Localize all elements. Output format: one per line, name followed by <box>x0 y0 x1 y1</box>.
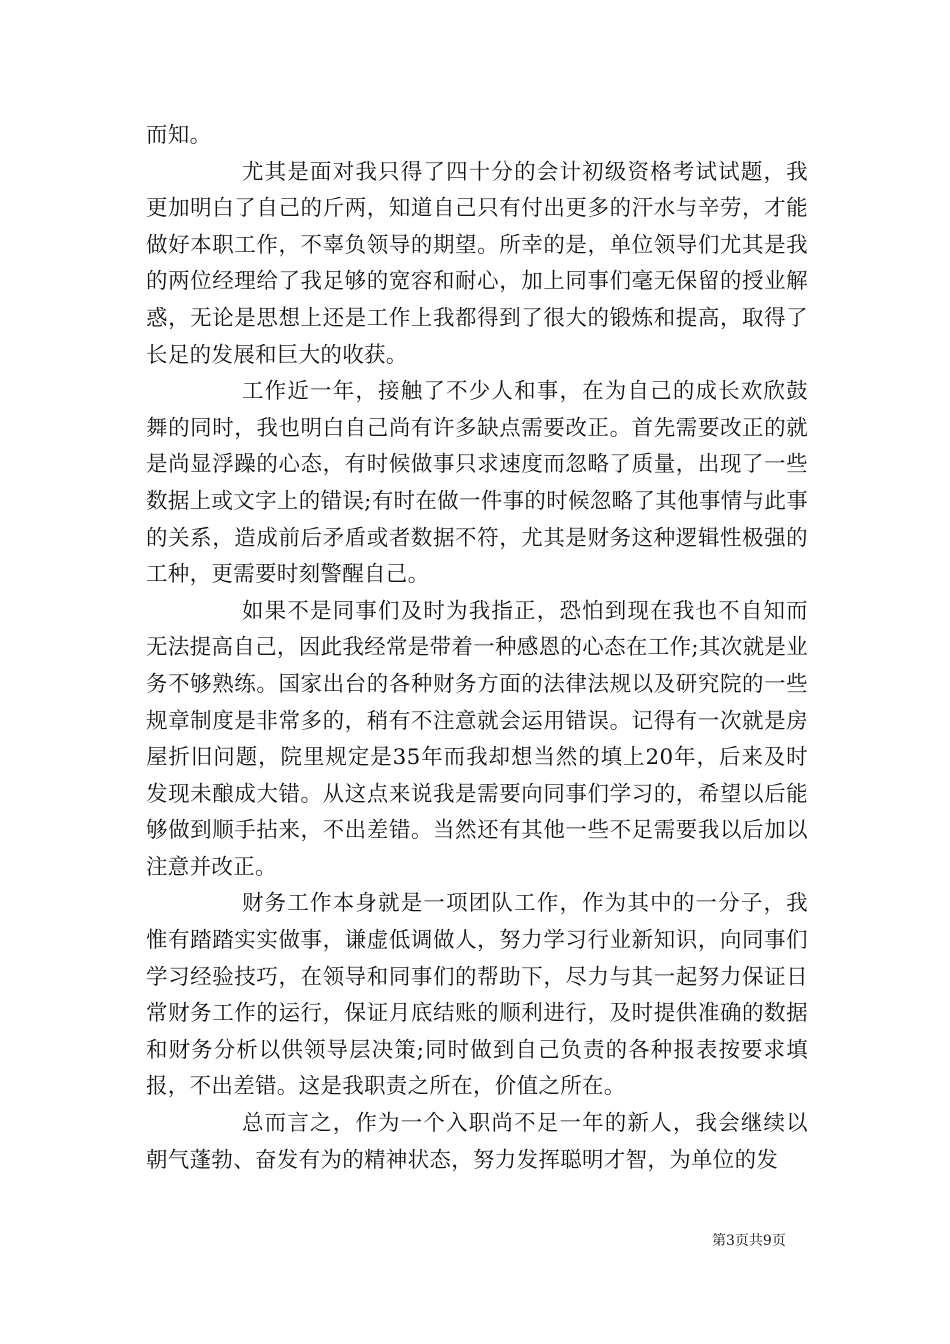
paragraph-4: 如果不是同事们及时为我指正，恐怕到现在我也不自知而无法提高自己，因此我经常是带着一种感恩的心态在工作;其次就是业务不够熟练。国家出台的各种财务方面的法律法规以及研究院的一些规章制度是非常多的，稍有不注意就会运用错误。记得有一次就是房屋折旧问题，院里规定是35年而我却想当然的填上20年，后来及时发现未酿成大错。从这点来说我是需要向同事们学习的，希望以后能够做到顺手拈来，不出差错。当然还有其他一些不足需要我以后加以注意并改正。 <box>146 598 808 880</box>
page-number-footer: 第3页共9页 <box>712 1233 786 1249</box>
paragraph-2: 尤其是面对我只得了四十分的会计初级资格考试试题，我更加明白了自己的斤两，知道自己只有付出更多的汗水与辛劳，才能做好本职工作，不辜负领导的期望。所幸的是，单位领导们尤其是我的两位经理给了我足够的宽容和耐心，加上同事们毫无保留的授业解惑，无论是思想上还是工作上我都得到了很大的锻炼和提高，取得了长足的发展和巨大的收获。 <box>146 159 808 368</box>
paragraph-1: 而知。 <box>146 123 212 148</box>
paragraph-3: 工作近一年，接触了不少人和事，在为自己的成长欢欣鼓舞的同时，我也明白自己尚有许多缺点需要改正。首先需要改正的就是尚显浮躁的心态，有时候做事只求速度而忽略了质量，出现了一些数据上或文字上的错误;有时在做一件事的时候忽略了其他事情与此事的关系，造成前后矛盾或者数据不符，尤其是财务这种逻辑性极强的工种，更需要时刻警醒自己。 <box>146 379 808 588</box>
document-body <box>146 118 808 1179</box>
paragraph-5: 财务工作本身就是一项团队工作，作为其中的一分子，我惟有踏踏实实做事，谦虚低调做人，努力学习行业新知识，向同事们学习经验技巧，在领导和同事们的帮助下，尽力与其一起努力保证日常财务工作的运行，保证月底结账的顺利进行，及时提供准确的数据和财务分析以供领导层决策;同时做到自己负责的各种报表按要求填报，不出差错。这是我职责之所在，价值之所在。 <box>146 891 808 1100</box>
paragraph-6: 总而言之，作为一个入职尚不足一年的新人，我会继续以朝气蓬勃、奋发有为的精神状态，努力发挥聪明才智，为单位的发 <box>146 1111 808 1173</box>
